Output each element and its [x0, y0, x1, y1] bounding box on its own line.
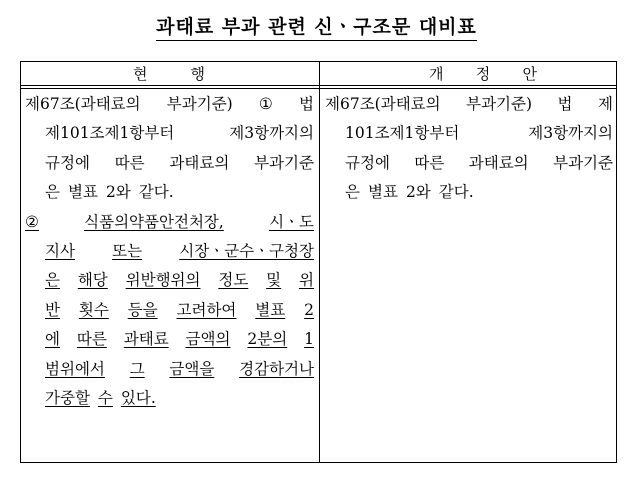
- text-word: 과태료의: [468, 153, 529, 172]
- text-word: 제67조(과태료의: [25, 95, 141, 113]
- text-line: [25, 325, 314, 354]
- text-word: 위: [298, 271, 314, 290]
- text-word: 법: [557, 95, 573, 113]
- text-line: [25, 384, 314, 413]
- text-word: 있다.: [120, 388, 156, 407]
- text-word: 경감하거나: [239, 359, 314, 378]
- text-word: 에: [45, 330, 60, 349]
- text-word: 2와: [405, 183, 431, 202]
- text-word: 은: [345, 183, 360, 202]
- text-word: 고려하여: [176, 300, 237, 319]
- text-word: 그: [129, 359, 145, 378]
- text-word: 101조제1항부터: [345, 124, 460, 143]
- text-word: 은: [45, 183, 60, 202]
- text-word: 별표: [367, 183, 398, 202]
- text-word: ②: [25, 212, 39, 231]
- text-word: 부과기준): [166, 95, 233, 113]
- header-revised-char: 안: [522, 65, 537, 83]
- text-line: [25, 90, 314, 119]
- text-word: 같다.: [138, 183, 174, 202]
- page-title: [0, 12, 633, 41]
- header-divider-bottom: [21, 88, 616, 89]
- text-word: 수: [97, 388, 113, 407]
- text-word: 식품의약품안전처장,: [84, 212, 224, 231]
- text-word: 별표: [255, 300, 286, 319]
- header-revised-char: 개: [429, 65, 444, 83]
- text-word: 위반행위의: [125, 271, 201, 290]
- text-word: 제3항까지의: [528, 124, 613, 143]
- text-word: 따른: [114, 153, 145, 172]
- text-word: 제67조(과태료의: [325, 95, 441, 113]
- text-word: 제101조제1항부터: [45, 124, 175, 143]
- current-text-column: [25, 90, 314, 413]
- text-word: ①: [258, 95, 273, 113]
- text-word: 가중할: [45, 388, 90, 407]
- text-word: 반: [45, 300, 60, 319]
- text-word: 등을: [127, 300, 158, 319]
- header-current: [133, 64, 205, 84]
- text-word: 과태료의: [169, 153, 230, 172]
- text-word: 은: [45, 271, 60, 290]
- page-title-text: 과태료 부과 관련 신ㆍ구조문 대비표: [156, 12, 477, 41]
- text-line: [25, 296, 314, 325]
- text-word: 부과기준): [466, 95, 533, 113]
- comparison-table: [20, 61, 617, 463]
- text-word: 부과기준: [553, 153, 613, 172]
- header-revised: [429, 64, 537, 84]
- text-word: 1: [304, 330, 314, 349]
- text-line: [25, 119, 314, 148]
- text-word: 따른: [76, 330, 107, 349]
- text-line: [25, 178, 314, 207]
- text-word: 금액의: [185, 330, 231, 349]
- text-word: 횟수: [78, 300, 109, 319]
- text-line: [25, 237, 314, 266]
- header-divider-top: [21, 85, 616, 86]
- revised-text-column: [325, 90, 613, 208]
- text-word: 정도: [218, 271, 249, 290]
- text-word: 과태료: [123, 330, 169, 349]
- header-current-char: 행: [190, 65, 205, 83]
- text-word: 시장ㆍ군수ㆍ구청장: [179, 241, 314, 260]
- text-word: 금액을: [169, 359, 215, 378]
- text-word: 별표: [67, 183, 98, 202]
- text-word: 제3항까지의: [229, 124, 314, 143]
- text-line: [25, 208, 314, 237]
- text-word: 또는: [112, 241, 143, 260]
- text-line: [325, 90, 613, 119]
- text-line: [325, 149, 613, 178]
- text-word: 규정에: [45, 153, 90, 172]
- header-current-char: 현: [133, 65, 148, 83]
- text-word: 2: [304, 300, 314, 319]
- header-revised-char: 정: [475, 65, 491, 83]
- column-divider: [319, 62, 320, 462]
- text-line: [25, 149, 314, 178]
- text-line: [325, 178, 613, 207]
- text-word: 해당: [77, 271, 108, 290]
- text-line: [325, 119, 613, 148]
- text-word: 같다.: [438, 183, 474, 202]
- text-word: 부과기준: [254, 153, 314, 172]
- text-word: 따른: [414, 153, 445, 172]
- text-word: 규정에: [345, 153, 390, 172]
- text-line: [25, 266, 314, 295]
- text-word: 2분의: [247, 330, 288, 349]
- text-word: 2와: [105, 183, 131, 202]
- text-word: 및: [266, 271, 282, 290]
- text-line: [25, 355, 314, 384]
- text-word: 지사: [45, 241, 75, 260]
- text-word: 법: [298, 95, 314, 113]
- text-word: 범위에서: [45, 359, 105, 378]
- text-word: 제: [598, 95, 613, 113]
- text-word: 시ㆍ도: [269, 212, 314, 231]
